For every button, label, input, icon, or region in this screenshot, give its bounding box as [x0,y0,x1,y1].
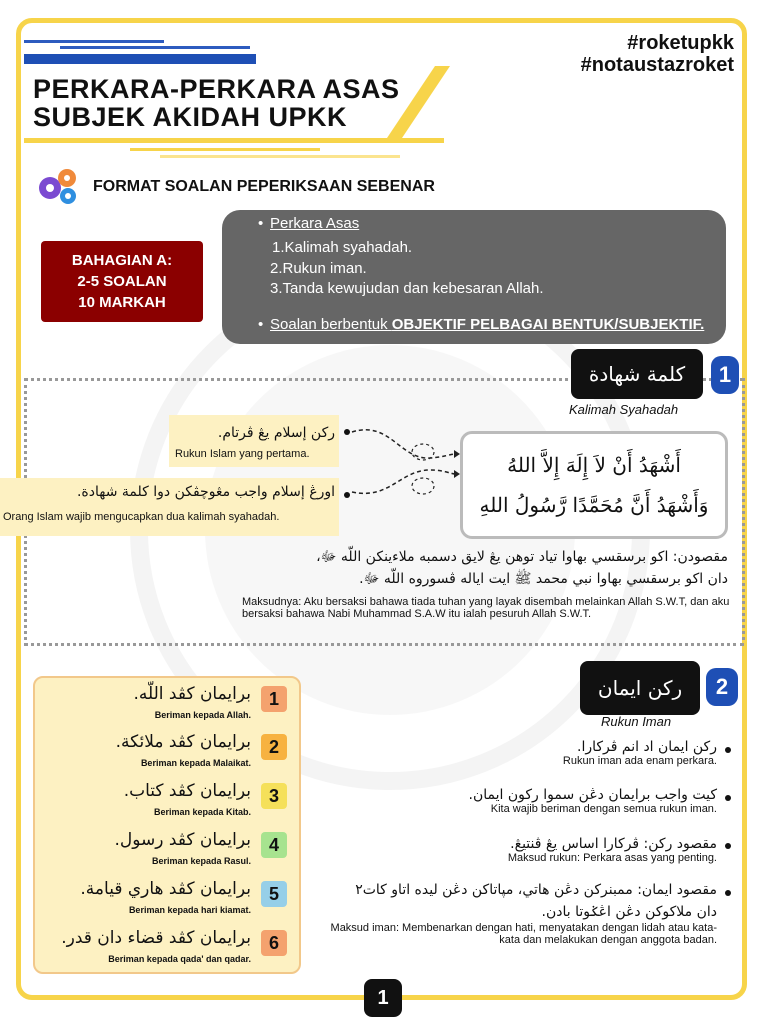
rukun-number: 4 [261,832,287,858]
bullet [725,747,731,753]
section1-caption: Kalimah Syahadah [569,402,679,417]
section2-number: 2 [706,668,738,706]
rukun-iman-panel [33,676,301,974]
note-rukun-islam: رکن إسلام يڠ ڤرتام. Rukun Islam yang pertama. [169,415,339,467]
page-number: 1 [364,979,402,1017]
bullet [725,890,731,896]
rukun-iman-item: 3 برايمان کڤد کتاب. Beriman kepada Kitab. [41,779,291,825]
section1-number: 1 [711,356,739,394]
format-heading: FORMAT SOALAN PEPERIKSAAN SEBENAR [93,178,435,195]
gears-icon [34,166,84,206]
perkara-asas-label: Perkara Asas [270,215,360,232]
header-line [60,46,250,49]
rukun-point: رکن ايمان اد انم ڤرکارا. Rukun iman ada enam perkara. [562,739,717,767]
rukun-iman-item: 2 برايمان کڤد ملائکة. Beriman kepada Malaikat. [41,730,291,776]
connector-arrows [350,420,462,510]
bullet: • [258,316,264,333]
rukun-iman-item: 1 برايمان کڤد اللّه. Beriman kepada Allah. [41,682,291,728]
rukun-number: 2 [261,734,287,760]
rukun-number: 3 [261,783,287,809]
rukun-point: مقصود رکن: ڤرکارا اساس يڠ ڤنتيڠ. Maksud rukun: Perkara asas yang penting. [507,836,717,864]
rukun-iman-item: 6 برايمان کڤد قضاء دان قدر. Beriman kepada qada' dan qadar. [41,926,291,972]
perkara-item: 3.Tanda kewujudan dan kebesaran Allah. [270,280,544,297]
shahada-box [460,431,728,539]
perkara-item: 2.Rukun iman. [270,260,367,277]
rukun-number: 5 [261,881,287,907]
header-line [24,40,164,43]
hashtag-notaustazroket: #notaustazroket [580,54,734,76]
shahada-line2: وَأَشْهَدُ أَنَّ مُحَمَّدًا رَّسُولُ اللهِ [479,493,709,517]
note-wajib-syahadah: اورڠ إسلام واجب مڠوچڤکن دوا کلمة شهادة. Orang Islam wajib mengucapkan dua kalimah syahadah. [0,478,339,536]
section1-title: كلمة شهادة [571,349,703,399]
rukun-point: مقصود ايمان: ممبنرکن دڠن هاتي، مڽاتاکن دڠن ليده اتاو کات٢ دان ملاکوکن دڠن اڠݢوتا بادن. Maksud iman: Membenarkan dengan hati, menyatakan dengan lidah atau kata-kata dan melakukan dengan anggota badan. [330,882,717,946]
maksud-arabic: مقصودن: اکو برسقسي بهاوا تياد توهن يڠ لايق دسمبه ملاءينکن اللّه ﷻ، دان اکو برسقسي بهاوا نبي محمد ﷺ ايت اياله ڤسوروه اللّه ﷻ. [316,549,728,587]
section2-caption: Rukun Iman [601,714,672,729]
hashtag-roketupkk: #roketupkk [627,32,734,54]
maksud-malay: Maksudnya: Aku bersaksi bahawa tiada tuhan yang layak disembah melainkan Allah S.W.T, dan aku bersaksi bahawa Nabi Muhammad S.A.W itu ialah pesuruh Allah S.W.T. [242,596,730,620]
bullet [725,795,731,801]
shahada-line1: أَشْهَدُ أَنْ لاَ إِلَهَ إِلاَّ اللهُ [507,453,681,477]
bullet [725,843,731,849]
rukun-iman-item: 5 برايمان کڤد هاري قيامة. Beriman kepada hari kiamat. [41,877,291,923]
rukun-point: کيت واجب برايمان دڠن سموا رکون ايمان. Kita wajib beriman dengan semua rukun iman. [468,787,717,815]
bahagian-a-box: BAHAGIAN A: 2-5 SOALAN 10 MARKAH [41,241,203,322]
dashed-border [742,378,745,640]
perkara-item: 1.Kalimah syahadah. [272,239,413,256]
page-title: PERKARA-PERKARA ASAS SUBJEK AKIDAH UPKK [33,74,400,132]
title-accent-line [130,148,320,151]
rukun-number: 1 [261,686,287,712]
title-accent-line [160,155,400,158]
hashtags [581,32,734,76]
header-bar [24,54,256,64]
soalan-format-text: Soalan berbentuk OBJEKTIF PELBAGAI BENTUK/SUBJEKTIF. [270,316,705,333]
rukun-number: 6 [261,930,287,956]
rukun-iman-points [320,735,745,965]
perkara-asas-box [222,210,726,344]
bullet: • [258,215,264,232]
rukun-iman-item: 4 برايمان کڤد رسول. Beriman kepada Rasul. [41,828,291,874]
section2-title: رکن ايمان [580,661,700,715]
